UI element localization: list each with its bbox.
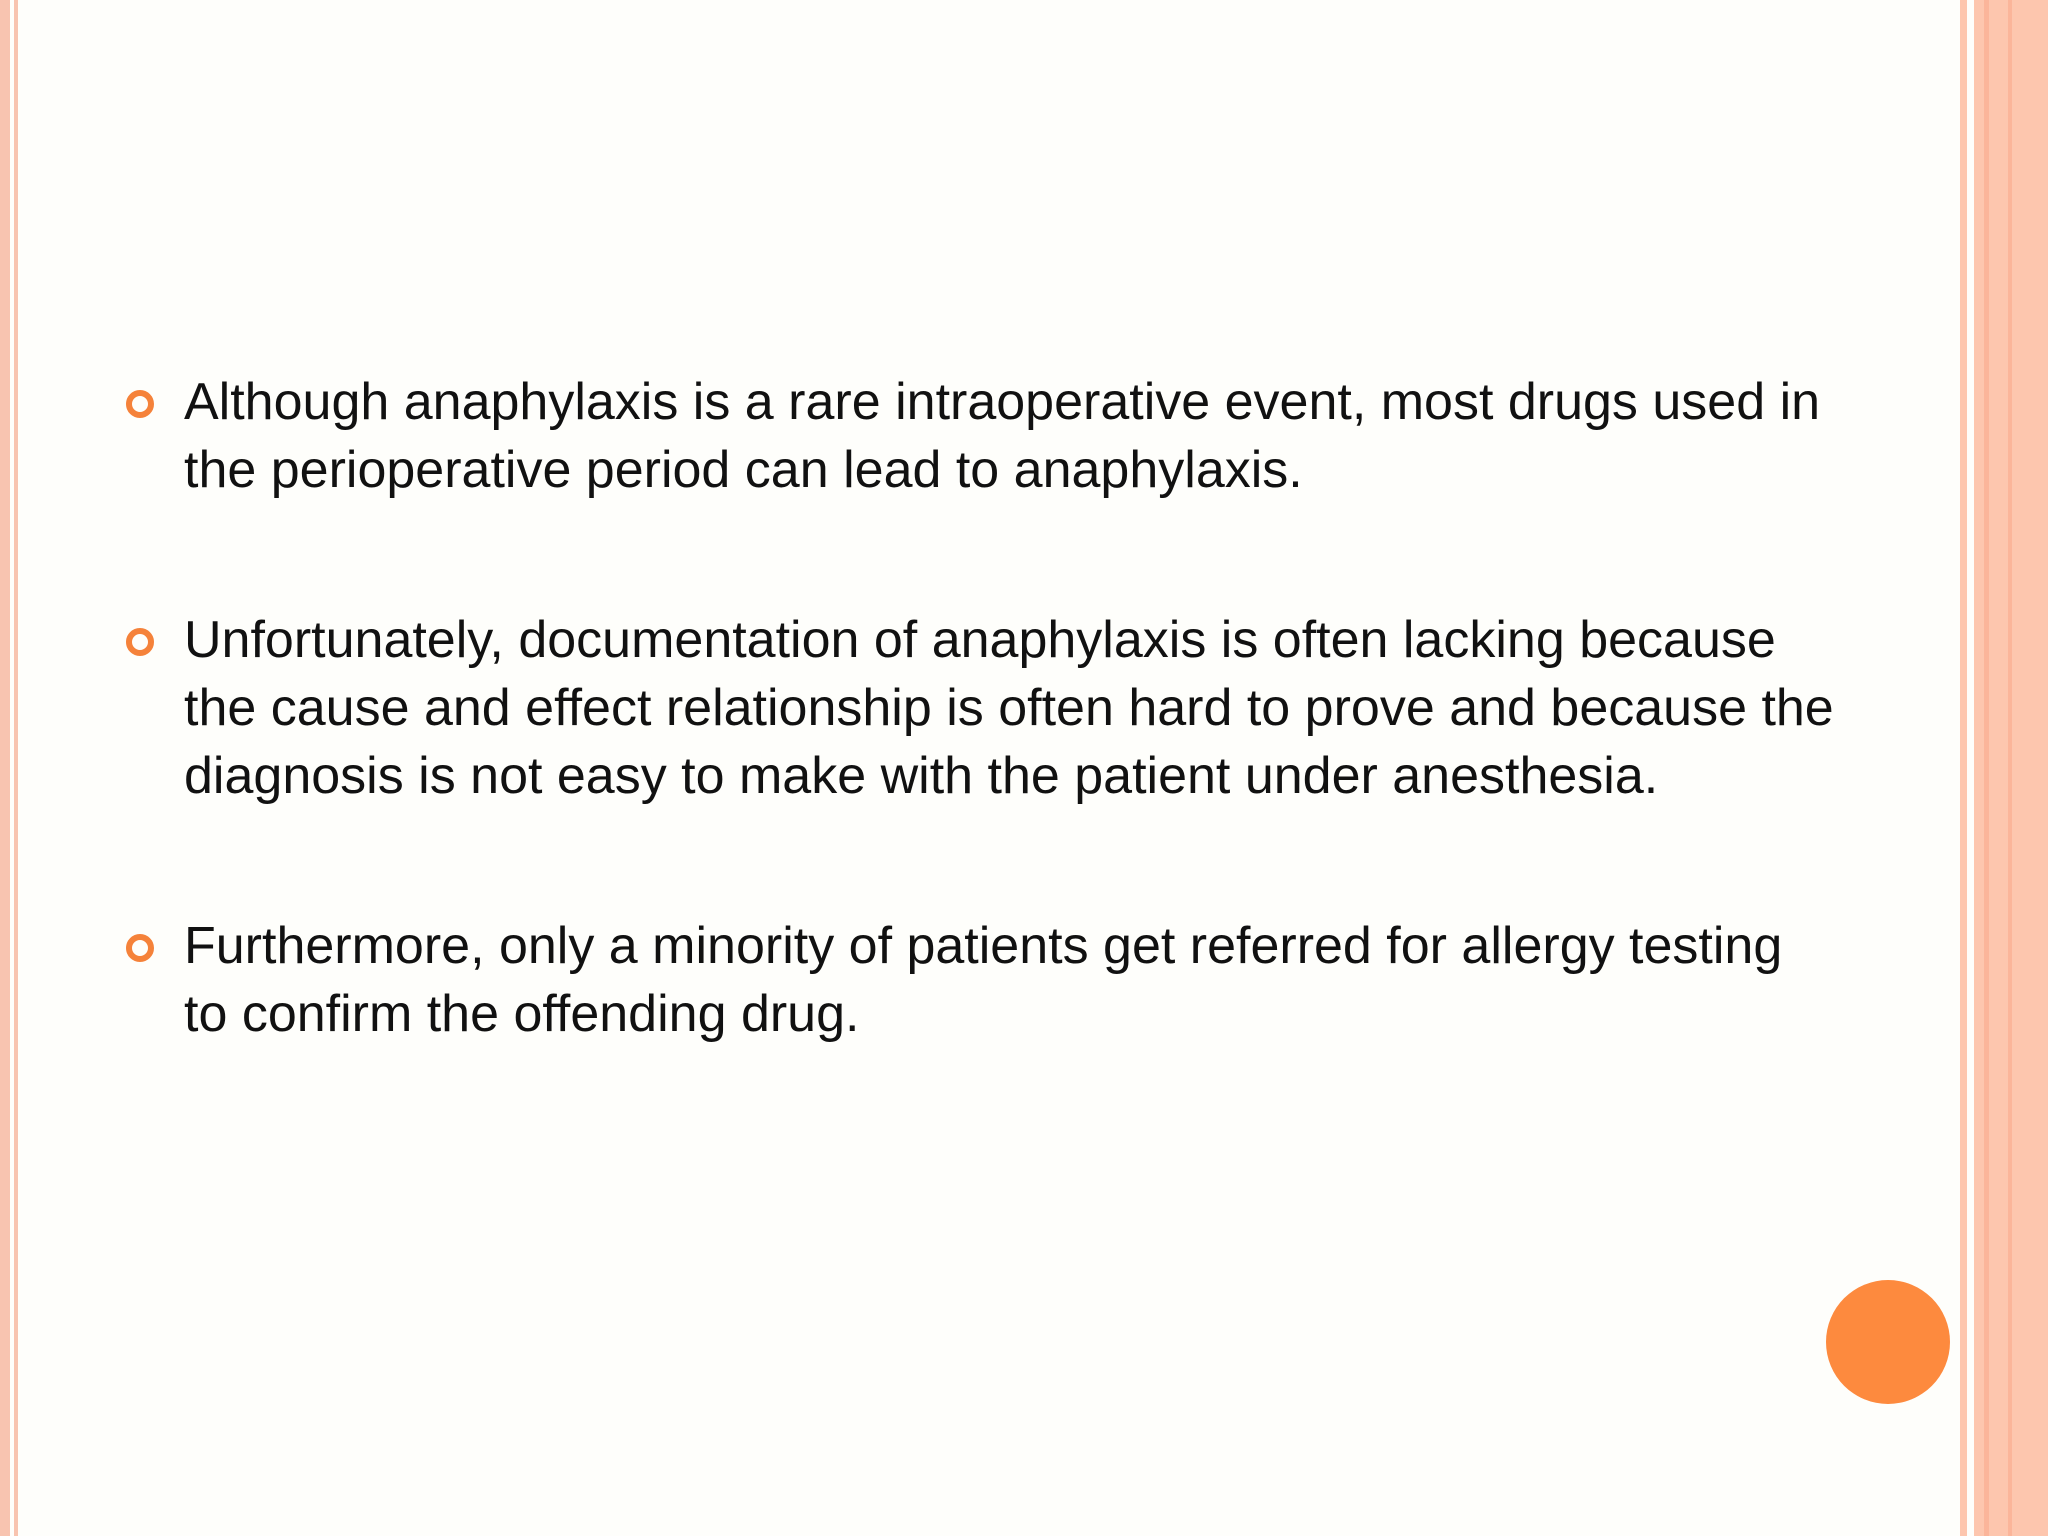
bullet-circle-icon	[126, 934, 154, 962]
bullet-item	[118, 912, 1838, 1048]
left-border-stripe-inner	[14, 0, 18, 1536]
right-border-line	[1984, 0, 1989, 1536]
right-border-gap	[1967, 0, 1974, 1536]
bullet-text: Although anaphylaxis is a rare intraoperative event, most drugs used in the perioperative period can lead to anaphylaxis.	[184, 373, 1821, 499]
bullet-circle-icon	[126, 628, 154, 656]
bullet-item	[118, 368, 1838, 504]
left-border-stripe	[0, 0, 10, 1536]
bullet-list	[118, 368, 1838, 1150]
bullet-text: Unfortunately, documentation of anaphylaxis is often lacking because the cause and effect relationship is often hard to prove and because the diagnosis is not easy to make with the patient under anesthesia.	[184, 611, 1834, 805]
right-border-line	[2008, 0, 2012, 1536]
decorative-circle	[1826, 1280, 1950, 1404]
bullet-text: Furthermore, only a minority of patients get referred for allergy testing to confirm the offending drug.	[184, 917, 1783, 1043]
bullet-item	[118, 606, 1838, 810]
bullet-circle-icon	[126, 390, 154, 418]
